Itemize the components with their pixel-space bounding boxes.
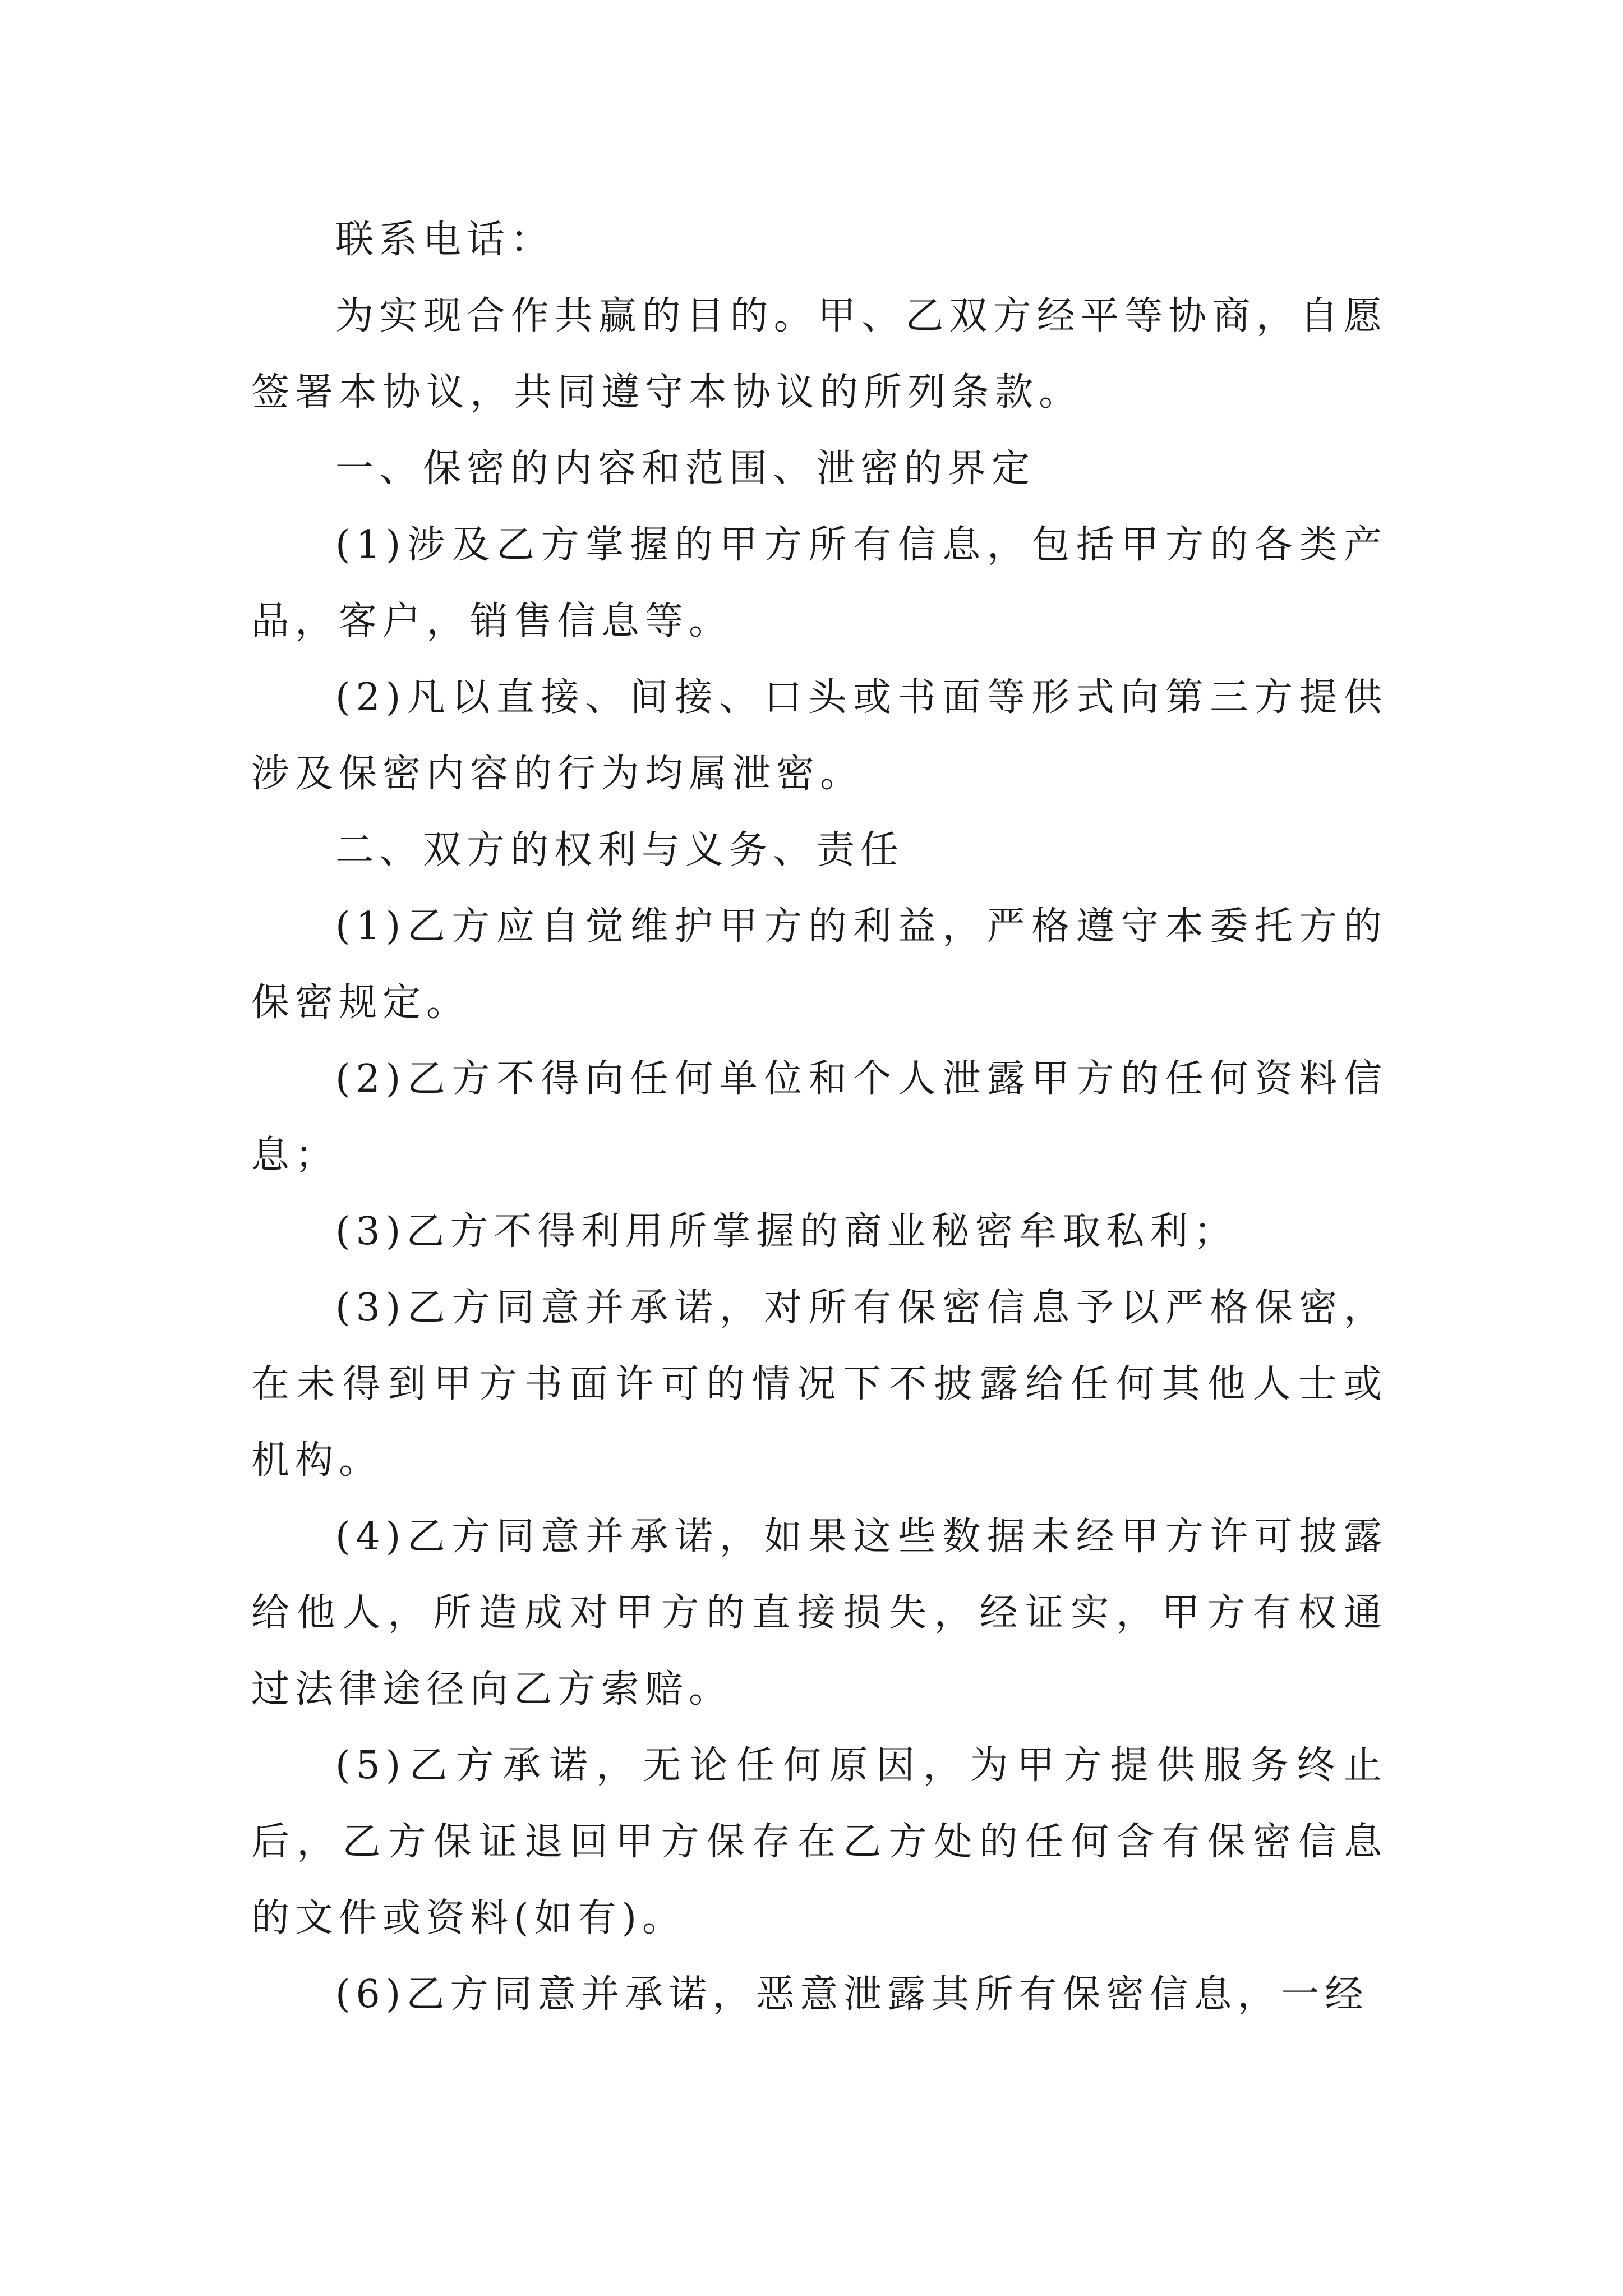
clause-2-3a: (3)乙方不得利用所掌握的商业秘密牟取私利；: [335, 1209, 1238, 1254]
preamble-paragraph: 为实现合作共赢的目的。甲、乙双方经平等协商，自愿签署本协议，共同遵守本协议的所列条款。: [251, 294, 1387, 415]
section-heading-1: 一、保密的内容和范围、泄密的界定: [335, 447, 1036, 491]
clause-2-3b: (3)乙方同意并承诺，对所有保密信息予以严格保密，在未得到甲方书面许可的情况下不披露给任何其他人士或机构。: [251, 1286, 1387, 1483]
clause-2-5: (5)乙方承诺，无论任何原因，为甲方提供服务终止后，乙方保证退回甲方保存在乙方处的任何含有保密信息的文件或资料(如有)。: [251, 1743, 1387, 1940]
clause-2-1: (1)乙方应自觉维护甲方的利益，严格遵守本委托方的保密规定。: [251, 904, 1387, 1025]
clause-1-2: (2)凡以直接、间接、口头或书面等形式向第三方提供涉及保密内容的行为均属泄密。: [251, 675, 1387, 796]
section-heading-2: 二、双方的权利与义务、责任: [335, 828, 905, 872]
clause-2-4: (4)乙方同意并承诺，如果这些数据未经甲方许可披露给他人，所造成对甲方的直接损失，经证实，甲方有权通过法律途径向乙方索赔。: [251, 1515, 1387, 1711]
contact-phone-line: 联系电话：: [335, 218, 555, 262]
clause-1-1: (1)涉及乙方掌握的甲方所有信息，包括甲方的各类产品，客户，销售信息等。: [251, 523, 1387, 643]
clause-2-2: (2)乙方不得向任何单位和个人泄露甲方的任何资料信息；: [251, 1057, 1387, 1177]
clause-2-6: (6)乙方同意并承诺，恶意泄露其所有保密信息，一经: [335, 1972, 1369, 2017]
